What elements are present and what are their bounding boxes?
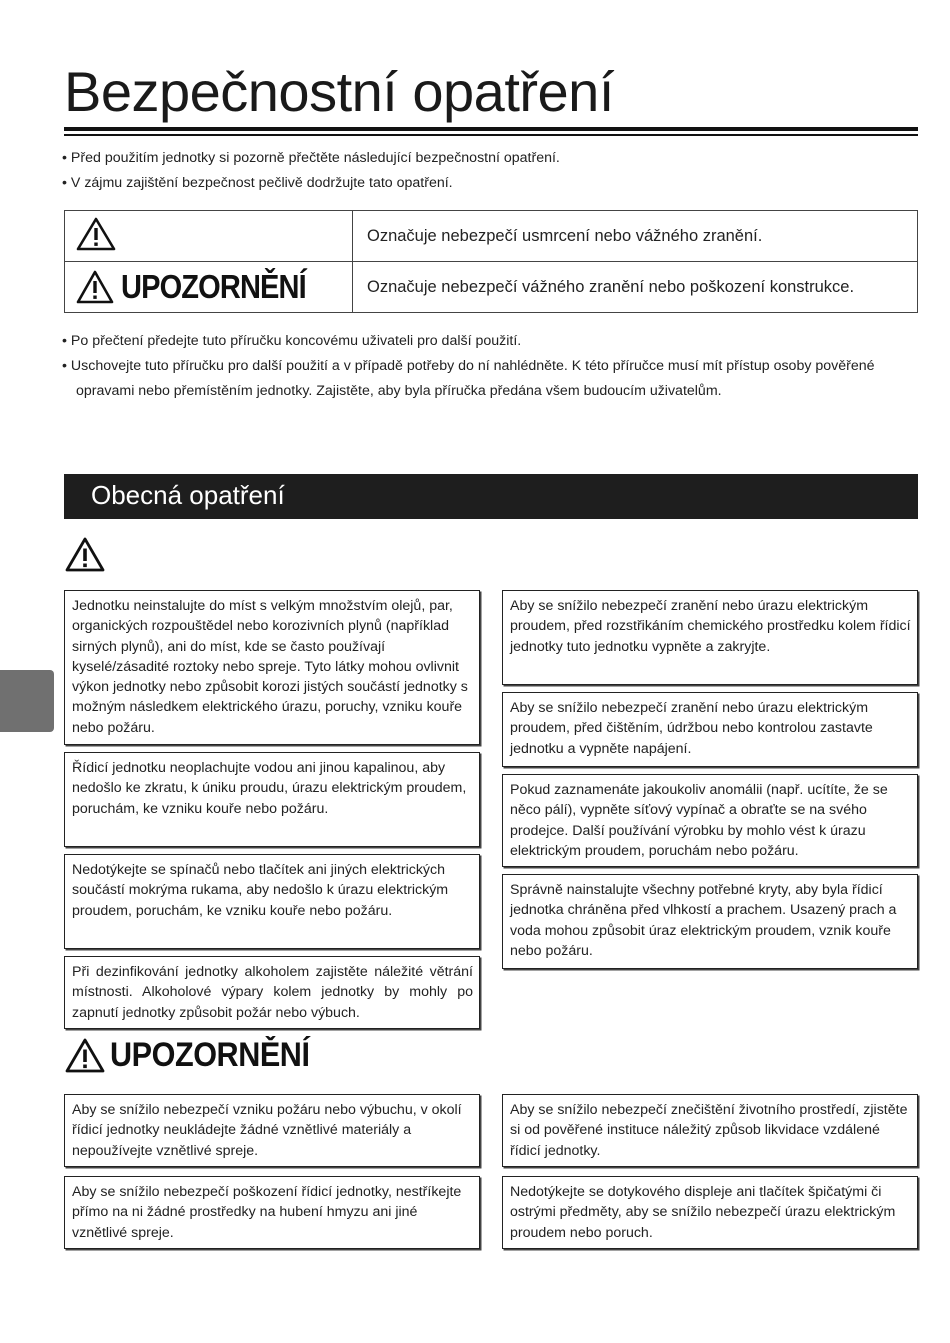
caution-heading-label: UPOZORNĚNÍ — [110, 1036, 310, 1074]
intro-bullet: • V zájmu zajištění bezpečnost pečlivě dodržujte tato opatření. — [62, 175, 453, 191]
caution-box: Nedotýkejte se dotykového displeje ani tlačítek špičatými či ostrými předměty, aby se snížilo nebezpečí úrazu elektrickým proudem nebo poruch. — [502, 1176, 918, 1249]
caution-symbol-cell — [65, 262, 353, 313]
caution-heading — [64, 1036, 332, 1075]
caution-triangle-icon — [75, 269, 115, 305]
warning-box: Pokud zaznamenáte jakoukoliv anomálii (např. ucítíte, že se něco pálí), vypněte síťový vypínač a obraťte se na svého prodejce. Další používání výrobku by mohlo vést k úrazu elektrickým proudem, poruchám nebo požáru. — [502, 774, 918, 867]
caution-box: Aby se snížilo nebezpečí znečištění životního prostředí, zjistěte si od pověřené instituce náležitý způsob likvidace vzdálené řídicí jednotky. — [502, 1094, 918, 1167]
intro-bullet: • Před použitím jednotky si pozorně přečtěte následující bezpečnostní opatření. — [62, 150, 560, 166]
warning-box: Nedotýkejte se spínačů nebo tlačítek ani jiných elektrických součástí mokrýma rukama, aby nedošlo k úrazu elektrickým proudem, poruchám, ke vzniku kouře nebo požáru. — [64, 854, 480, 949]
warning-box: Správně nainstalujte všechny potřebné kryty, aby byla řídicí jednotka chráněna před vlhkostí a prachem. Usazený prach a voda mohou způsobit úraz elektrickým proudem, vznik kouře nebo požáru. — [502, 874, 918, 969]
title-rule-thick — [64, 127, 918, 131]
caution-box: Aby se snížilo nebezpečí poškození řídicí jednotky, nestříkejte přímo na ni žádné prostředky na hubení hmyzu ani jiné vznětlivé spreje. — [64, 1176, 480, 1249]
warning-box: Aby se snížilo nebezpečí zranění nebo úrazu elektrickým proudem, před čištěním, údržbou nebo kontrolou zastavte jednotku a vypněte napájení. — [502, 692, 918, 767]
hazard-legend-table — [64, 210, 918, 313]
side-tab-marker — [0, 670, 54, 732]
warning-box: Jednotku neinstalujte do míst s velkým množstvím olejů, par, organických rozpouštědel nebo korozivních plynů (například sirných plynů), ani do míst, kde se často používají kyselé/zásadité roztoky nebo spreje. Tyto látky mohou ovlivnit výkon jednotky nebo způsobit korozi jistých součástí jednotky s možným následkem elektrického úrazu, poruchy, vzniku kouře nebo požáru. — [64, 590, 480, 745]
caution-description: Označuje nebezpečí vážného zranění nebo poškození konstrukce. — [353, 262, 918, 313]
caution-label: UPOZORNĚNÍ — [121, 268, 306, 305]
caution-triangle-icon — [64, 1037, 106, 1075]
warning-description: Označuje nebezpečí usmrcení nebo vážného zranění. — [353, 211, 918, 262]
usage-bullet: • Uschovejte tuto příručku pro další použití a v případě potřeby do ní nahlédněte. K této příručce musí mít přístup osoby pověřené opravami nebo přemístěním jednotky. Zajistěte, aby byla příručka předána všem budoucím uživatelům. — [62, 358, 875, 399]
section-header — [64, 474, 918, 519]
warning-symbol-cell — [65, 211, 353, 262]
warning-box: Při dezinfikování jednotky alkoholem zajistěte náležité větrání místnosti. Alkoholové výpary kolem jednotky by mohly po zapnutí jednotky způsobit požár nebo výbuch. — [64, 956, 480, 1029]
warning-box: Aby se snížilo nebezpečí zranění nebo úrazu elektrickým proudem, před rozstřikáním chemického prostředku kolem řídicí jednotky tuto jednotku vypněte a zakryjte. — [502, 590, 918, 685]
page-title: Bezpečnostní opatření — [64, 60, 614, 123]
usage-bullet: • Po přečtení předejte tuto příručku koncovému uživateli pro další použití. — [62, 333, 522, 349]
warning-triangle-icon — [64, 536, 106, 574]
warning-triangle-icon — [75, 216, 117, 252]
caution-box: Aby se snížilo nebezpečí vzniku požáru nebo výbuchu, v okolí řídicí jednotky neukládejte žádné vznětlivé materiály a nepoužívejte vznětlivé spreje. — [64, 1094, 480, 1167]
section-title: Obecná opatření — [91, 480, 285, 510]
title-rule-thin — [64, 134, 918, 136]
warning-box: Řídicí jednotku neoplachujte vodou ani jinou kapalinou, aby nedošlo ke zkratu, k úniku proudu, úrazu elektrickým proudem, poruchám, ke vzniku kouře nebo požáru. — [64, 752, 480, 847]
